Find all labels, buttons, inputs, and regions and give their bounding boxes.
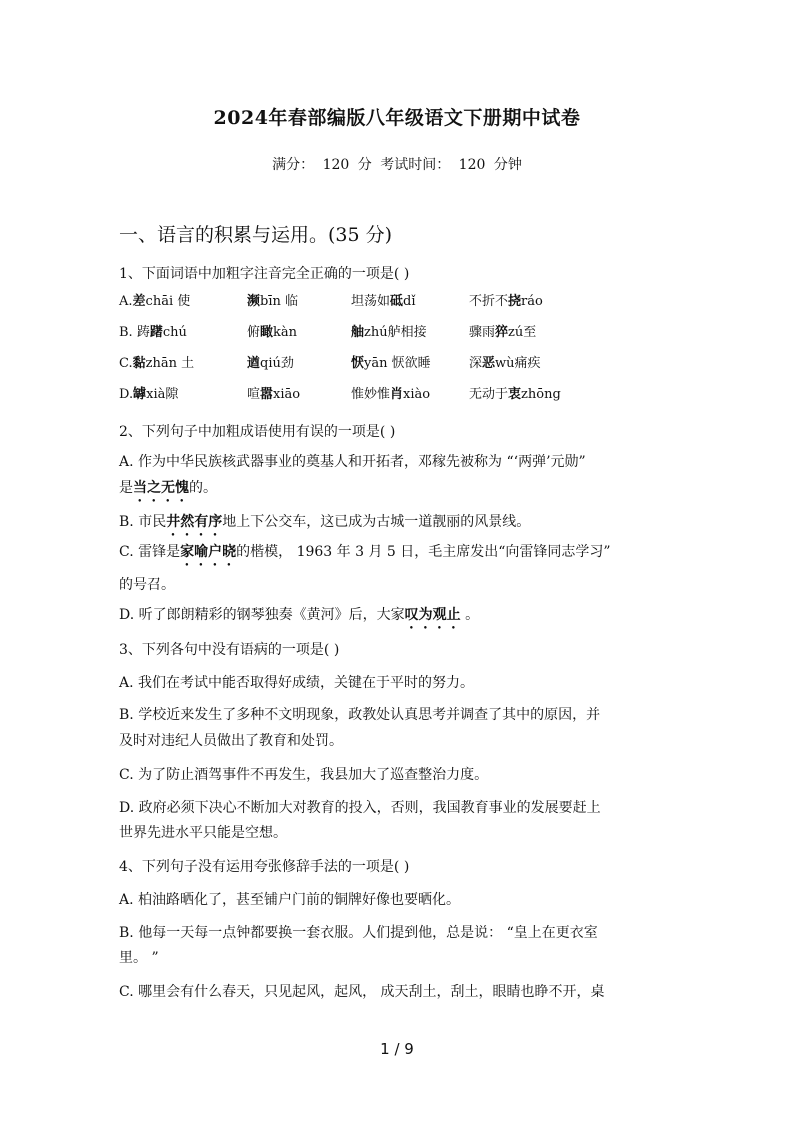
q2-option-b: B. 市民井然有序地上下公交车，这已成为古城一道靓丽的风景线。 [119, 514, 531, 530]
q4-option-b-cont: 里。 ” [119, 950, 159, 966]
q3-option-b-cont: 及时对违纪人员做出了教育和处罚。 [119, 733, 343, 749]
q3-option-b: B. 学校近来发生了多种不文明现象，政教处认真思考并调查了其中的原因，并 [119, 707, 601, 723]
q1-option-c: C.黏zhān 土 遒qiú劲 恹yān 恹欲睡 深恶wù痛疾 [119, 356, 541, 371]
q2-idiom-d: 叹为观止 [404, 607, 461, 623]
q3-option-a: A. 我们在考试中能否取得好成绩，关键在于平时的努力。 [119, 675, 475, 691]
q4-option-b: B. 他每一天每一点钟都要换一套衣服。人们提到他，总是说： “皇上在更衣室 [119, 925, 598, 941]
q1-stem: 1、下面词语中加粗字注音完全正确的一项是( ) [119, 266, 410, 282]
q2-option-c: C. 雷锋是家喻户晓的楷模， 1963 年 3 月 5 日，毛主席发出“向雷锋同志学习” [119, 544, 611, 560]
q2-idiom-c: 家喻户晓 [180, 544, 237, 560]
q4-stem: 4、下列句子没有运用夸张修辞手法的一项是( ) [119, 859, 410, 875]
q3-option-d: D. 政府必须下决心不断加大对教育的投入，否则，我国教育事业的发展要赶上 [119, 800, 601, 816]
q2-option-a: A. 作为中华民族核武器事业的奠基人和开拓者，邓稼先被称为 “‘两弹’元勋” [119, 454, 586, 470]
q1-option-a: A.差chāi 使 濒bīn 临 坦荡如砥dǐ 不折不挠ráo [119, 294, 543, 309]
section-heading: 一、语言的积累与运用。(35 分) [119, 224, 393, 246]
q2-option-d: D. 听了郎朗精彩的钢琴独奏《黄河》后，大家叹为观止 。 [119, 607, 480, 623]
q2-option-c-cont: 的号召。 [119, 577, 175, 593]
exam-title: 2024年春部编版八年级语文下册期中试卷 [213, 107, 581, 129]
q1-option-d: D.罅xià隙 喧嚣xiāo 惟妙惟肖xiào 无动于衷zhōng [119, 387, 561, 402]
q4-option-a: A. 柏油路晒化了，甚至铺户门前的铜牌好像也要晒化。 [119, 892, 461, 908]
q2-option-a-cont: 是当之无愧的。 [119, 480, 217, 496]
q3-stem: 3、下列各句中没有语病的一项是( ) [119, 642, 340, 658]
q1-option-b: B. 踌躇chú 俯瞰kàn 舳zhú舻相接 骤雨猝zú至 [119, 325, 537, 340]
q3-option-d-cont: 世界先进水平只能是空想。 [119, 825, 287, 841]
exam-subtitle: 满分： 120 分 考试时间： 120 分钟 [272, 157, 522, 173]
page-number: 1 / 9 [380, 1040, 414, 1058]
q2-idiom-b: 井然有序 [166, 514, 223, 530]
q4-option-c: C. 哪里会有什么春天，只见起风，起风， 成天刮土，刮土，眼睛也睁不开，桌 [119, 984, 605, 1000]
q2-idiom-a: 当之无愧 [133, 480, 189, 496]
q3-option-c: C. 为了防止酒驾事件不再发生，我县加大了巡查整治力度。 [119, 767, 489, 783]
q2-stem: 2、下列句子中加粗成语使用有误的一项是( ) [119, 424, 396, 440]
